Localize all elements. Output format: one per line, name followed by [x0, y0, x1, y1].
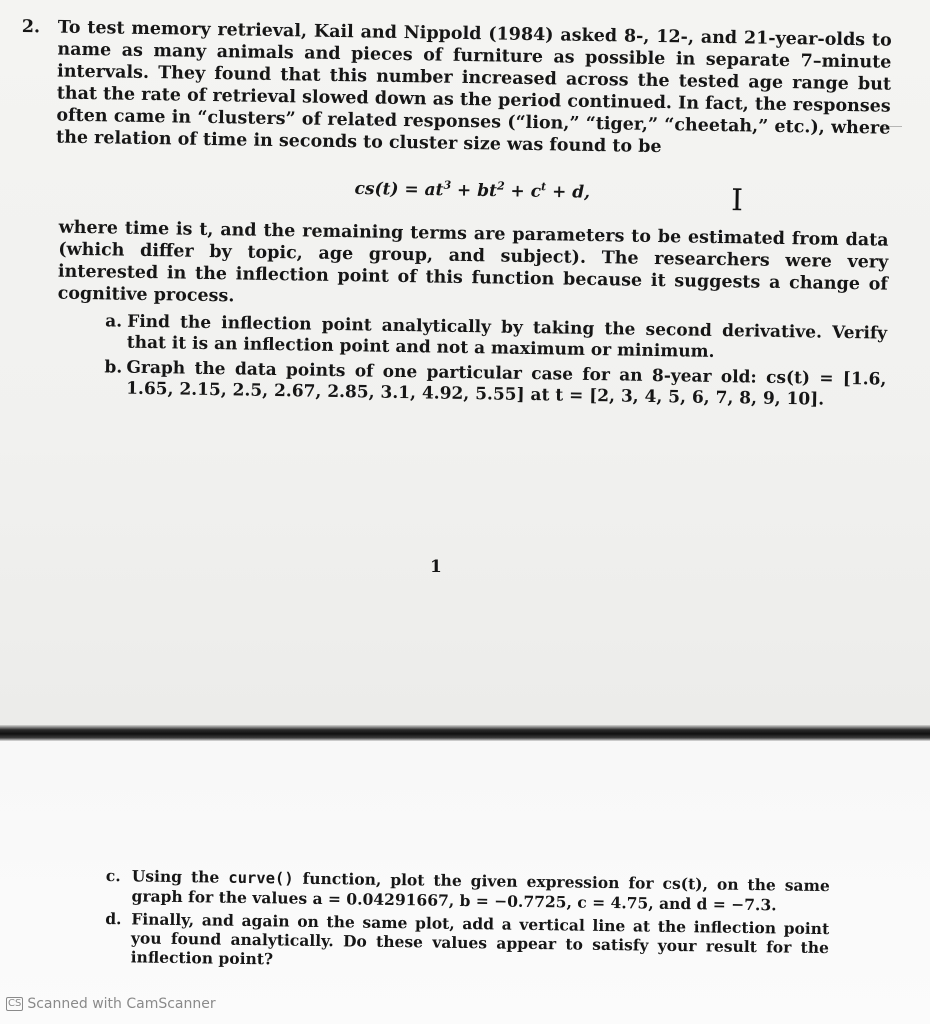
part-d	[105, 909, 830, 976]
equation-exponent-t: t	[540, 180, 547, 194]
cluster-size-equation	[55, 173, 889, 219]
problem-number: 2.	[21, 16, 41, 38]
part-b-text: Graph the data points of one particular case for an 8-year old: cs(t) = [1.6, 1.65, 2.15, 2.5, 2.67, 2.85, 3.1, 4.92, 5.55] at t = [2, 3, 4, 5, 6, 7, 8, 9, 10].	[126, 357, 887, 410]
part-c-text	[131, 866, 829, 915]
equation-mid: + bt	[450, 180, 498, 202]
part-a-marker: a.	[105, 311, 123, 332]
problem-intro	[20, 16, 892, 162]
part-d-marker: d.	[105, 908, 122, 929]
part-b	[104, 357, 887, 411]
equation-exponent-3: 3	[443, 178, 452, 192]
page-number: 1	[430, 557, 442, 577]
page-divider	[0, 725, 930, 741]
parts-list	[104, 311, 887, 411]
equation-rhs: + c	[504, 181, 542, 202]
watermark-text: Scanned with CamScanner	[27, 996, 216, 1012]
part-c-text-start: Using the	[131, 866, 229, 887]
text-cursor-icon: I	[730, 183, 744, 219]
equation-lhs: cs(t) = at	[354, 178, 444, 201]
equation-tail: + d,	[545, 181, 591, 203]
problem-block	[16, 16, 892, 415]
camscanner-logo-icon: CS	[8, 998, 22, 1009]
continued-parts	[105, 866, 830, 980]
equation-exponent-2: 2	[496, 179, 505, 193]
part-c-text-end: function, plot the given expression for cs(t), on the same graph for the values a = 0.04291667, b = −0.7725, c = 4.75, and d = −7.3.	[131, 868, 830, 915]
part-a-text: Find the inflection point analytically by taking the second derivative. Verify that it is an inflection point and not a maximum or minimum.	[126, 311, 888, 362]
curve-function-code: curve()	[228, 868, 294, 888]
camscanner-watermark	[6, 996, 216, 1012]
problem-continuation	[17, 216, 888, 318]
problem-intro-text: To test memory retrieval, Kail and Nippold (1984) asked 8-, 12-, and 21-year-olds to name as many animals and pieces of furniture as possible in separate 7–minute intervals. They found that this number increased across the tested age range but that the rate of retrieval slowed down as the period continued. In fact, the responses often came in “clusters” of related responses (“lion,” “tiger,” “cheetah,” etc.), where the relation of time in seconds to cluster size was found to be	[55, 17, 892, 158]
part-a	[105, 311, 888, 365]
part-c-marker: c.	[105, 866, 121, 886]
part-d-text: Finally, and again on the same plot, add a vertical line at the inflection point you found analytically. Do these values appear to satisfy your result for the inflection point?	[130, 909, 830, 969]
part-b-marker: b.	[104, 356, 123, 378]
problem-continuation-text: where time is t, and the remaining terms are parameters to be estimated from data (which differ by topic, age group, and subject). The researchers were very interested in the inflection point of this function because it suggests a change of cognitive process.	[57, 217, 889, 307]
